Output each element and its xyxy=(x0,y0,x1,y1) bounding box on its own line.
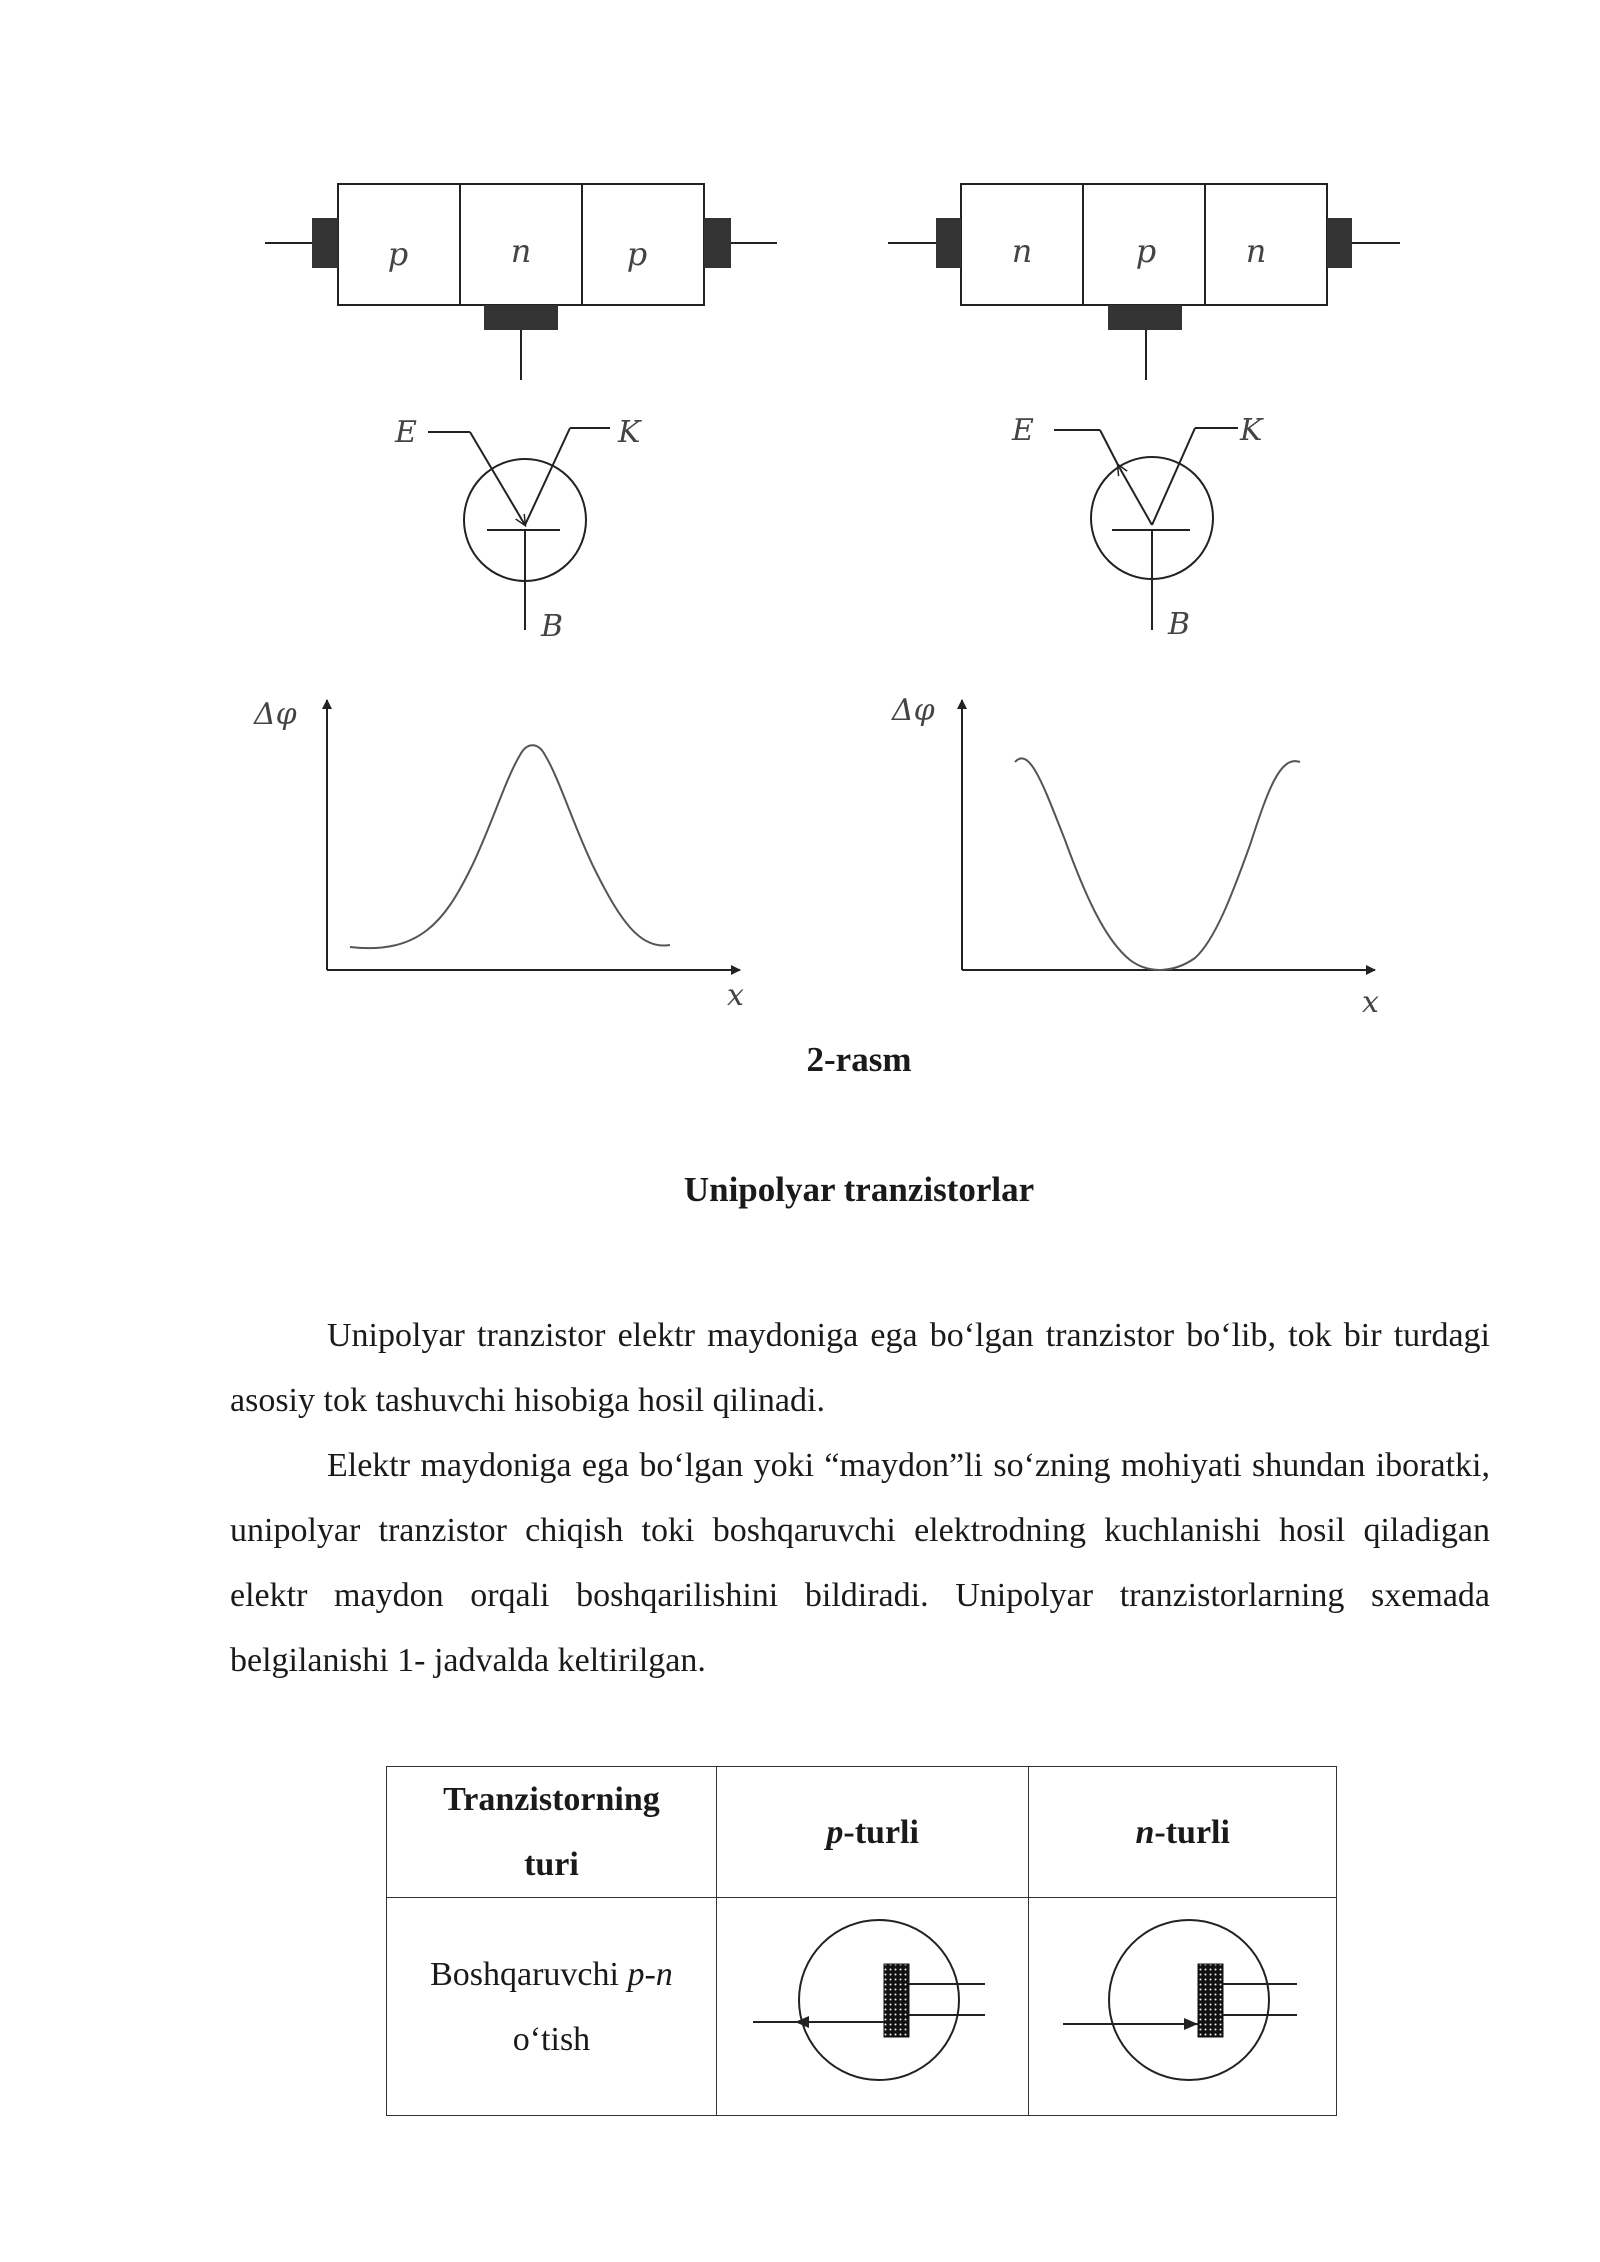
section-heading: Unipolyar tranzistorlar xyxy=(683,1170,1035,1209)
p-channel-symbol-cell xyxy=(716,1898,1029,2116)
paragraph-2: Elektr maydoniga ega bo‘lgan yoki “maydon”li so‘zning mohiyati shundan iboratki, unipolyar tranzistor chiqish toki boshqaruvchi elektrodning kuchlanishi hosil qiladigan elektr maydon orqali boshqarilishini bildiradi. Unipolyar tranzistorlarning sxemada belgilanishi 1- jadvalda keltirilgan. xyxy=(230,1447,1490,1679)
pnp-region-3: p xyxy=(626,235,648,273)
npn-region-2: p xyxy=(1135,232,1157,270)
npn-region-1: n xyxy=(1011,232,1033,270)
npn-structure xyxy=(888,184,1400,380)
pnp-x-axis-label: x xyxy=(727,978,744,1013)
n-channel-symbol-cell xyxy=(1029,1898,1337,2116)
pnp-symbol xyxy=(428,428,610,630)
npn-symbol xyxy=(1054,428,1238,630)
pnp-base-contact xyxy=(484,305,558,330)
table-header-row xyxy=(387,1767,1337,1898)
npn-right-contact xyxy=(1327,218,1352,268)
npn-x-axis-label: x xyxy=(1362,985,1379,1020)
transistor-figure xyxy=(0,0,1600,1040)
npn-base-contact xyxy=(1108,305,1182,330)
pnp-region-1: p xyxy=(387,235,409,273)
pnp-region-2: n xyxy=(510,232,532,270)
header-n-suffix: -turli xyxy=(1154,1813,1230,1851)
n-channel-jfet-symbol xyxy=(1053,1912,1313,2092)
header-n-type-cell xyxy=(1029,1767,1337,1898)
row-label-line2: o‘tish xyxy=(512,2020,591,2058)
pnp-potential-graph xyxy=(327,700,740,970)
npn-y-axis-label: Δφ xyxy=(892,693,935,728)
header-type-cell xyxy=(387,1767,717,1898)
paragraph-1: Unipolyar tranzistor elektr maydoniga ega bo‘lgan tranzistor bo‘lib, tok bir turdagi asosiy tok tashuvchi hisobiga hosil qilinadi. xyxy=(230,1317,1490,1419)
header-p-suffix: -turli xyxy=(843,1813,919,1851)
pnp-base-label: B xyxy=(541,609,564,644)
potential-well-curve xyxy=(1015,758,1300,970)
body-text xyxy=(230,1303,1490,1693)
npn-left-contact xyxy=(936,218,961,268)
npn-base-label: B xyxy=(1168,607,1191,642)
npn-region-3: n xyxy=(1245,232,1267,270)
pnp-left-contact xyxy=(312,218,338,268)
header-type-line2: turi xyxy=(524,1846,579,1883)
p-channel-jfet-symbol xyxy=(743,1912,1003,2092)
transistor-types-table xyxy=(386,1766,1337,2116)
pnp-emitter-label: E xyxy=(395,415,417,450)
pnp-collector-label: K xyxy=(618,415,641,450)
row-label-cell xyxy=(387,1898,717,2116)
pnp-structure xyxy=(265,184,777,380)
pnp-right-contact xyxy=(704,218,731,268)
potential-barrier-curve xyxy=(350,745,670,948)
row-label-line1: Boshqaruvchi p-n xyxy=(430,1955,673,1993)
header-type-line1: Tranzistorning xyxy=(443,1781,660,1818)
npn-potential-graph xyxy=(962,700,1375,970)
npn-emitter-label: E xyxy=(1012,413,1034,448)
header-p-prefix: p xyxy=(826,1813,844,1851)
npn-collector-label: K xyxy=(1240,413,1263,448)
pnp-y-axis-label: Δφ xyxy=(254,697,297,732)
header-p-type-cell xyxy=(716,1767,1029,1898)
header-n-prefix: n xyxy=(1135,1813,1155,1851)
table-row xyxy=(387,1898,1337,2116)
figure-caption: 2-rasm xyxy=(806,1040,912,1079)
